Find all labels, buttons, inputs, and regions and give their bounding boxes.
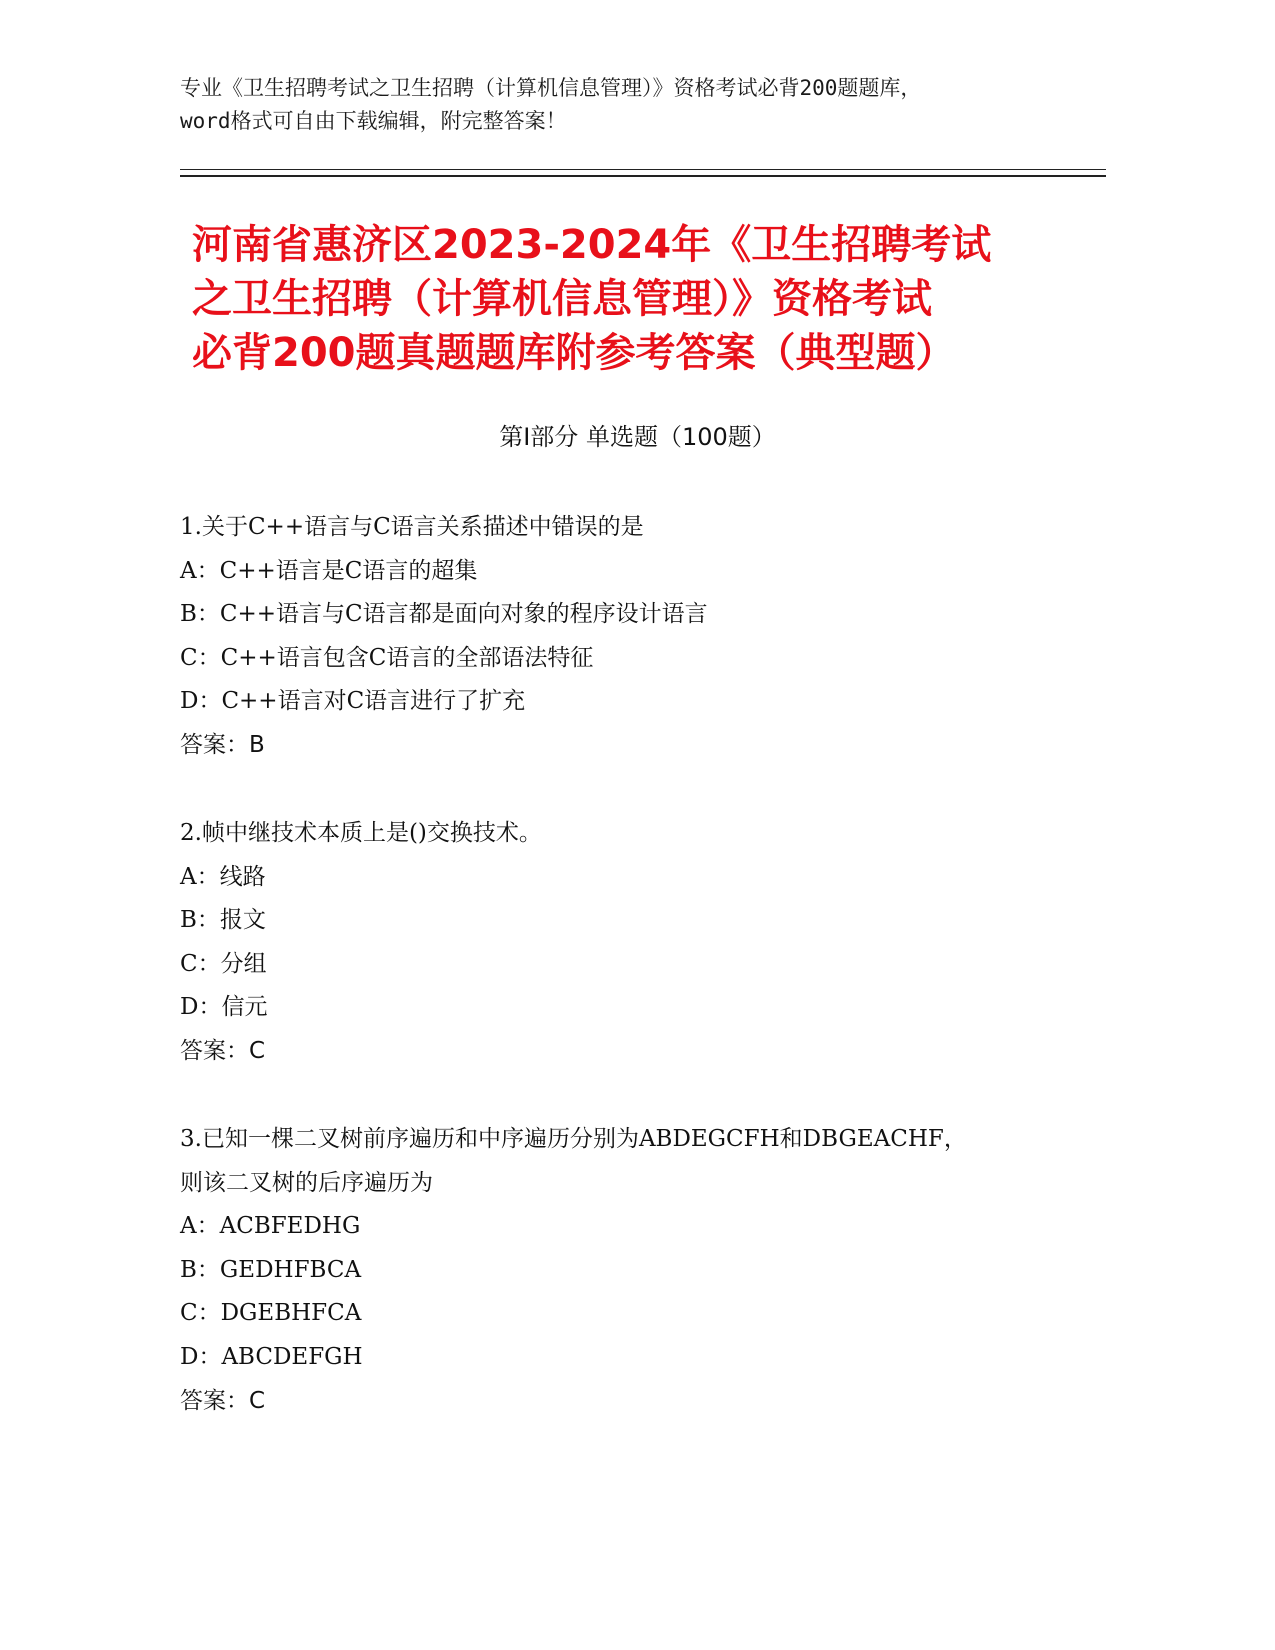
intro-text bbox=[180, 72, 1080, 138]
title-line-1: 河南省惠济区2023-2024年《卫生招聘考试 bbox=[192, 222, 992, 268]
option-a: A：C++语言是C语言的超集 bbox=[180, 557, 478, 584]
question-stem-line-1: 3.已知一棵二叉树前序遍历和中序遍历分别为ABDEGCFH和DBGEACHF， bbox=[180, 1126, 967, 1152]
title-line-3: 必背200题真题题库附参考答案（典型题） bbox=[192, 330, 956, 376]
header-divider-thick bbox=[180, 175, 1106, 177]
option-d: D：C++语言对C语言进行了扩充 bbox=[180, 688, 526, 715]
document-title bbox=[192, 218, 1092, 380]
option-b: B：报文 bbox=[180, 907, 266, 934]
option-b: B：C++语言与C语言都是面向对象的程序设计语言 bbox=[180, 601, 708, 628]
question-stem: 1.关于C++语言与C语言关系描述中错误的是 bbox=[180, 514, 644, 540]
intro-line-2: word格式可自由下载编辑，附完整答案！ bbox=[180, 109, 567, 133]
answer: 答案：C bbox=[180, 1037, 266, 1064]
intro-line-1: 专业《卫生招聘考试之卫生招聘（计算机信息管理）》资格考试必背200题题库， bbox=[180, 76, 922, 100]
option-a: A：线路 bbox=[180, 863, 266, 890]
option-c: C：C++语言包含C语言的全部语法特征 bbox=[180, 644, 594, 671]
option-b: B：GEDHFBCA bbox=[180, 1256, 362, 1283]
option-a: A：ACBFEDHG bbox=[180, 1213, 361, 1240]
option-d: D：ABCDEFGH bbox=[180, 1343, 363, 1370]
answer: 答案：C bbox=[180, 1387, 266, 1414]
question-1 bbox=[180, 506, 1080, 768]
option-c: C：分组 bbox=[180, 950, 267, 977]
answer: 答案：B bbox=[180, 731, 265, 758]
question-3 bbox=[180, 1118, 1080, 1423]
option-d: D：信元 bbox=[180, 994, 268, 1021]
title-line-2: 之卫生招聘（计算机信息管理）》资格考试 bbox=[192, 276, 932, 322]
question-stem: 2.帧中继技术本质上是()交换技术。 bbox=[180, 820, 542, 846]
question-stem-line-2: 则该二叉树的后序遍历为 bbox=[180, 1169, 433, 1196]
section-heading: 第Ⅰ部分 单选题（100题） bbox=[499, 423, 776, 451]
option-c: C：DGEBHFCA bbox=[180, 1300, 362, 1327]
question-2 bbox=[180, 812, 1080, 1074]
header-divider-thin bbox=[180, 169, 1106, 170]
